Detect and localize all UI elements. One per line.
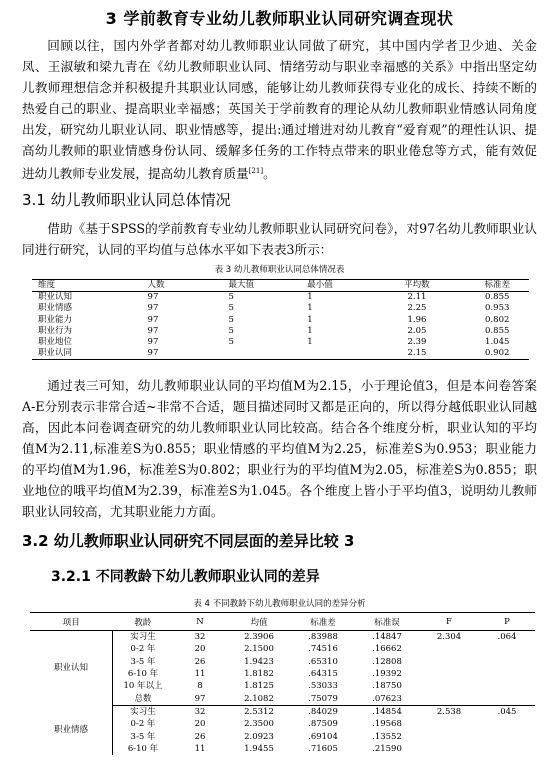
table-4-cell: 32 bbox=[194, 706, 206, 717]
table-3-header-row bbox=[32, 280, 529, 292]
table-3-cell: 0.855 bbox=[485, 292, 510, 303]
table-3-cell: 1 bbox=[307, 337, 313, 348]
table-3-cell: 1.96 bbox=[407, 314, 427, 325]
table-3-cell: 职业认同 bbox=[38, 348, 73, 359]
table-4-p-value: .045 bbox=[497, 706, 517, 717]
table-3-cell: 5 bbox=[228, 303, 234, 314]
table-4-cell: 10 年以上 bbox=[123, 681, 163, 692]
intro-text: 回顾以往，国内外学者都对幼儿教师职业认同做了研究，其中国内学者卫少迪、关金凤、王淑敏和梁九青在《幼儿教师职业认同、情绪劳动与职业幸福感的关系》中指出坚定幼儿教师理想信念并积极提升其职业认同感，能够让幼儿教师获得专业化的成长、持续不断的热爱自己的职业、提高职业幸福感；英国关于学前教育的理论从幼儿教师职业情感认同角度出发，研究幼儿职业认同、职业情感等，提出:通过增进对幼儿教育“爱育观”的理性认识、提高幼儿教师的职业情感身份认同、缓解多任务的工作特点带来的职业倦怠等方式，能有效促进幼儿教师专业发展，提高幼儿教育质量 bbox=[22, 38, 537, 182]
table-3-cell: 1 bbox=[307, 303, 313, 314]
table-4-cell: 2.5312 bbox=[244, 706, 274, 717]
table-3-cell: 2.25 bbox=[407, 303, 427, 314]
table-4-cell: 3-5 年 bbox=[130, 731, 156, 742]
table-3-cell: 2.05 bbox=[407, 325, 427, 336]
table-4-p-value bbox=[479, 692, 535, 705]
section-3-2-title: 3.2 幼儿教师职业认同研究不同层面的差异比较 3 bbox=[22, 532, 355, 550]
table-4-header: P bbox=[479, 613, 535, 631]
table-4-cell: 6-10 年 bbox=[127, 743, 159, 754]
table-3-cell: 5 bbox=[228, 325, 234, 336]
table-4-header-row bbox=[30, 613, 535, 631]
table-4-cell: 1.8125 bbox=[244, 681, 274, 692]
table-3-cell: 5 bbox=[228, 337, 234, 348]
table-4-header: N bbox=[173, 613, 227, 631]
table-4-header: 项目 bbox=[30, 613, 113, 631]
table-3-cell: 职业地位 bbox=[38, 337, 73, 348]
table-4-cell: .13552 bbox=[372, 731, 402, 742]
table-3-cell: 职业行为 bbox=[38, 325, 73, 336]
table-row bbox=[32, 348, 529, 360]
table-4-cell: 26 bbox=[194, 731, 206, 742]
table-4-cell: 2.3500 bbox=[244, 719, 274, 730]
table-4-cell: 2.0923 bbox=[244, 731, 274, 742]
table-4-caption: 表 4 不同教龄下幼儿教师职业认同的差异分析 bbox=[193, 599, 366, 609]
table-3 bbox=[32, 279, 529, 360]
table-4-f-value bbox=[419, 680, 479, 692]
table-4-cell: .14854 bbox=[372, 706, 402, 717]
table-3-cell: 2.11 bbox=[407, 292, 427, 303]
table-3-cell: 2.39 bbox=[407, 337, 427, 348]
table-3-cell bbox=[281, 348, 368, 360]
table-3-cell bbox=[201, 348, 282, 360]
intro-paragraph bbox=[22, 35, 537, 183]
table-4-cell: .18750 bbox=[372, 681, 402, 692]
table-4-cell: .53033 bbox=[308, 681, 338, 692]
table-3-cell: 0.802 bbox=[485, 314, 510, 325]
table-4-cell: .21590 bbox=[372, 743, 402, 754]
table-4-cell: .83988 bbox=[308, 632, 338, 643]
table-4-cell: 1.8182 bbox=[244, 669, 274, 680]
table-4-cell: .19392 bbox=[372, 669, 402, 680]
table-4-cell: .07623 bbox=[355, 692, 419, 705]
table-4-cell: 3-5 年 bbox=[130, 656, 156, 667]
table-3-cell: 0.902 bbox=[485, 348, 510, 359]
section-3-2-1-title: 3.2.1 不同教龄下幼儿教师职业认同的差异 bbox=[51, 569, 320, 585]
table-3-cell: 5 bbox=[228, 292, 234, 303]
table-3-cell: 97 bbox=[147, 325, 159, 336]
page-heading: 3 学前教育专业幼儿教师职业认同研究调查现状 bbox=[105, 9, 454, 28]
table-row bbox=[32, 292, 529, 304]
table-3-header: 人数 bbox=[147, 280, 165, 291]
table-4-cell: 实习生 bbox=[130, 706, 156, 717]
table-4-cell: 2.1500 bbox=[244, 644, 274, 655]
table-row bbox=[32, 326, 529, 337]
table-4-cell: .74516 bbox=[308, 644, 338, 655]
intro-end: 。 bbox=[263, 166, 276, 182]
table-4 bbox=[30, 612, 535, 755]
table-3-cell: 1 bbox=[307, 292, 313, 303]
table-4-cell: .12808 bbox=[372, 656, 402, 667]
table-4-p-value bbox=[479, 668, 535, 680]
section-3-1-paragraph: 借助《基于SPSS的学前教育专业幼儿教师职业认同研究问卷》，对97名幼儿教师职业认同进行研究，认同的平均值与总体水平如下表表3所示： bbox=[22, 221, 537, 257]
table-3-cell: 97 bbox=[147, 348, 159, 359]
table-4-cell: 11 bbox=[194, 743, 206, 754]
table-4-p-value bbox=[479, 656, 535, 668]
table-4-header: 标准差 bbox=[291, 613, 355, 631]
table-4-cell: .87509 bbox=[308, 719, 338, 730]
table-4-f-value bbox=[419, 656, 479, 668]
table-3-cell: 97 bbox=[147, 314, 159, 325]
section-3-1-title: 3.1 幼儿教师职业认同总体情况 bbox=[22, 191, 231, 209]
table-4-cell: 0-2 年 bbox=[130, 644, 156, 655]
table-4-cell: 32 bbox=[194, 632, 206, 643]
table-4-cell: 8 bbox=[197, 681, 203, 692]
table-4-item-label: 职业认知 bbox=[30, 631, 113, 706]
table-4-cell: .84029 bbox=[308, 706, 338, 717]
table-4-cell: 11 bbox=[194, 669, 206, 680]
table-4-cell: .71605 bbox=[308, 743, 338, 754]
table-3-cell: 1.045 bbox=[485, 337, 510, 348]
table-4-cell: 20 bbox=[194, 719, 206, 730]
table-4-cell: .75079 bbox=[291, 692, 355, 705]
table-3-cell: 1 bbox=[307, 325, 313, 336]
citation-marker: [21] bbox=[248, 167, 264, 175]
table-3-cell: 职业情感 bbox=[38, 303, 73, 314]
table-4-cell: 1.9455 bbox=[244, 743, 274, 754]
table-3-cell: 职业能力 bbox=[38, 314, 73, 325]
table-4-p-value bbox=[479, 718, 535, 730]
table-4-p-value bbox=[479, 743, 535, 755]
table-4-f-value bbox=[419, 692, 479, 705]
table-3-cell: 1 bbox=[307, 314, 313, 325]
table-4-p-value: .064 bbox=[497, 632, 517, 643]
table-3-cell: 2.15 bbox=[407, 348, 427, 359]
table-4-cell: 总数 bbox=[113, 692, 174, 705]
table-3-cell: 职业认知 bbox=[38, 292, 73, 303]
table-4-f-value: 2.304 bbox=[436, 632, 462, 643]
table-4-f-value bbox=[419, 718, 479, 730]
table-4-header: F bbox=[419, 613, 479, 631]
table-4-cell: 0-2 年 bbox=[130, 719, 156, 730]
table-4-cell: 1.9423 bbox=[244, 656, 274, 667]
table-3-header: 平均数 bbox=[404, 280, 430, 291]
table-row bbox=[30, 705, 535, 718]
table-4-p-value bbox=[479, 680, 535, 692]
table-3-header: 最大值 bbox=[228, 280, 255, 291]
table-3-header: 维度 bbox=[38, 280, 56, 291]
table-3-caption: 表 3 幼儿教师职业认同总体情况表 bbox=[214, 265, 345, 275]
table-3-cell: 0.855 bbox=[485, 325, 510, 336]
table-4-cell: 20 bbox=[194, 644, 206, 655]
table-row bbox=[32, 303, 529, 314]
table-4-p-value bbox=[479, 730, 535, 742]
table-4-cell: .64315 bbox=[308, 669, 338, 680]
table-3-header: 最小值 bbox=[307, 280, 333, 291]
table-4-header: 教龄 bbox=[113, 613, 174, 631]
table-4-cell: .14847 bbox=[372, 632, 402, 643]
table-4-item-label: 职业情感 bbox=[30, 705, 113, 755]
table-4-f-value bbox=[419, 668, 479, 680]
table-row bbox=[32, 337, 529, 348]
table-4-header: 标准误 bbox=[355, 613, 419, 631]
analysis-paragraph: 通过表三可知，幼儿教师职业认同的平均值M为2.15，小于理论值3，但是本问卷答案A-E分别表示非常合适~非常不合适，题目描述同时又都是正向的，所以得分越低职业认同越高，因此本问卷调查研究的幼儿教师职业认同比较高。结合各个维度分析，职业认知的平均值M为2.11,标准差S为0.855；职业情感的平均值M为2.25，标准差S为0.953；职业能力的平均值M为1.96，标准差S为0.802；职业行为的平均值M为2.05，标准差S为0.855；职业地位的哦平均值M为2.39，标准差S为1.045。各个维度上皆小于平均值3，说明幼儿教师职业认同较高，尤其职业能力方面。 bbox=[22, 378, 537, 519]
table-3-cell: 5 bbox=[228, 314, 234, 325]
table-4-cell: 6-10 年 bbox=[127, 669, 159, 680]
table-4-f-value bbox=[419, 643, 479, 655]
table-4-p-value bbox=[479, 643, 535, 655]
table-4-cell: .19568 bbox=[372, 719, 402, 730]
table-3-cell: 97 bbox=[147, 337, 159, 348]
table-4-cell: 97 bbox=[173, 692, 227, 705]
table-4-cell: 26 bbox=[194, 656, 206, 667]
table-4-cell: 实习生 bbox=[130, 632, 156, 643]
table-3-cell: 97 bbox=[147, 292, 159, 303]
table-row bbox=[30, 631, 535, 644]
table-4-cell: .69104 bbox=[308, 731, 338, 742]
table-4-cell: 2.1082 bbox=[227, 692, 291, 705]
table-4-f-value bbox=[419, 743, 479, 755]
table-4-f-value: 2.538 bbox=[436, 706, 462, 717]
table-4-header: 均值 bbox=[227, 613, 291, 631]
table-4-cell: .16662 bbox=[372, 644, 402, 655]
table-4-f-value bbox=[419, 730, 479, 742]
table-row bbox=[32, 315, 529, 326]
table-3-cell: 97 bbox=[147, 303, 159, 314]
table-4-cell: 2.3906 bbox=[244, 632, 274, 643]
table-3-cell: 0.953 bbox=[485, 303, 510, 314]
table-4-cell: .65310 bbox=[308, 656, 338, 667]
table-3-header: 标准差 bbox=[484, 280, 510, 291]
